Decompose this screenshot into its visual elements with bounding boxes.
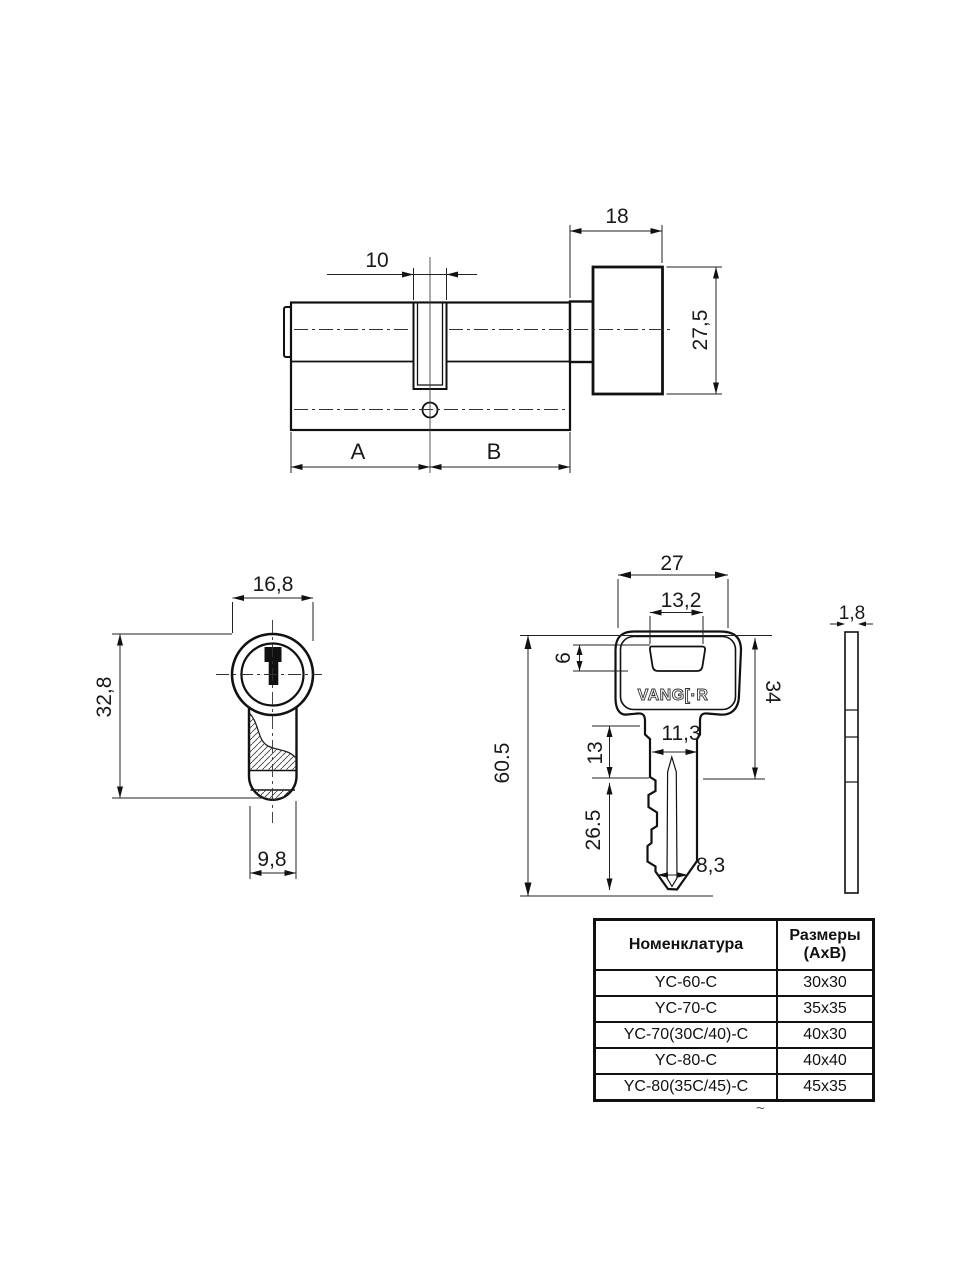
- arrow: [302, 595, 314, 601]
- arrow: [715, 572, 728, 579]
- table-row: [595, 996, 874, 1022]
- arrow: [607, 726, 613, 737]
- table-row: [595, 1074, 874, 1100]
- arrow: [577, 661, 583, 671]
- dim-label-tip-width: 8,3: [696, 854, 726, 877]
- nomenclature-cell: YC-70-C: [595, 996, 778, 1022]
- arrow: [233, 595, 245, 601]
- table-row: [595, 1048, 874, 1074]
- nomenclature-cell: YC-80(35C/45)-C: [595, 1074, 778, 1100]
- nomenclature-cell: YC-60-C: [595, 970, 778, 996]
- nomenclature-cell: YC-80-C: [595, 1048, 778, 1074]
- key-head-recess: [650, 647, 705, 672]
- dim-label-knob-length: 18: [605, 205, 629, 228]
- nomenclature-table: [593, 918, 875, 1102]
- dim-label-bitting-length: 26.5: [582, 809, 605, 851]
- arrow: [752, 768, 758, 780]
- dim-label-knob-diameter: 27,5: [689, 309, 712, 351]
- cylinder-cross-section-drawing: [80, 550, 350, 900]
- dim-label-head-width: 27: [660, 552, 684, 575]
- size-cell: 30x30: [777, 970, 874, 996]
- table-header-row: [595, 920, 874, 970]
- size-cell: 40x40: [777, 1048, 874, 1074]
- arrow: [559, 464, 571, 470]
- table-row: [595, 1022, 874, 1048]
- cylinder-side-view-drawing: [240, 185, 740, 485]
- arrow: [618, 572, 631, 579]
- size-cell: 35x35: [777, 996, 874, 1022]
- arrow: [430, 464, 442, 470]
- dim-label-side-b: B: [486, 439, 502, 464]
- arrow: [525, 883, 532, 897]
- blade-groove: [667, 757, 677, 887]
- brand-logo-text: VANG[·R: [637, 687, 709, 704]
- column-header-nomenclature: Номенклатура: [595, 920, 778, 970]
- arrow: [570, 228, 582, 234]
- arrow: [607, 783, 613, 795]
- arrow: [291, 464, 303, 470]
- arrow: [117, 787, 123, 799]
- dim-label-section-height: 32,8: [93, 676, 116, 718]
- arrow: [607, 767, 613, 778]
- dim-label-recess-height: 6: [552, 652, 575, 664]
- dim-label-total-length: 60.5: [491, 742, 514, 784]
- arrow: [713, 267, 719, 279]
- knob-neck: [570, 302, 593, 363]
- size-header-line2: (АхВ): [803, 944, 847, 962]
- key-side-view-drawing: [815, 595, 895, 905]
- arrow: [117, 634, 123, 646]
- nomenclature-cell: YC-70(30C/40)-C: [595, 1022, 778, 1048]
- dim-label-thickness: 1,8: [838, 603, 866, 624]
- footnote-mark: ~: [756, 1100, 765, 1117]
- size-cell: 45x35: [777, 1074, 874, 1100]
- dim-label-shoulder-length: 13: [584, 741, 607, 765]
- column-header-size: [777, 920, 874, 970]
- key-side-strip: [845, 632, 858, 893]
- size-header-line1: Размеры: [789, 926, 861, 944]
- dim-label-fin-width: 9,8: [257, 848, 287, 871]
- key-front-view-drawing: [470, 545, 800, 915]
- arrow: [402, 272, 414, 278]
- dim-label-side-a: A: [350, 439, 366, 464]
- arrow: [713, 383, 719, 395]
- arrow: [419, 464, 431, 470]
- dim-label-head-height: 34: [761, 680, 784, 704]
- arrow: [525, 636, 532, 650]
- arrow: [752, 638, 758, 650]
- thumb-turn-knob: [593, 267, 663, 394]
- arrow: [447, 272, 459, 278]
- dim-label-recess-width: 13,2: [660, 589, 702, 612]
- arrow: [607, 879, 613, 891]
- arrow: [577, 645, 583, 655]
- dim-label-cam-gap: 10: [365, 249, 389, 272]
- table-row: [595, 970, 874, 996]
- arrow: [651, 228, 663, 234]
- dim-label-section-width: 16,8: [252, 573, 294, 596]
- dim-label-blade-width: 11,3: [661, 722, 701, 745]
- size-cell: 40x30: [777, 1022, 874, 1048]
